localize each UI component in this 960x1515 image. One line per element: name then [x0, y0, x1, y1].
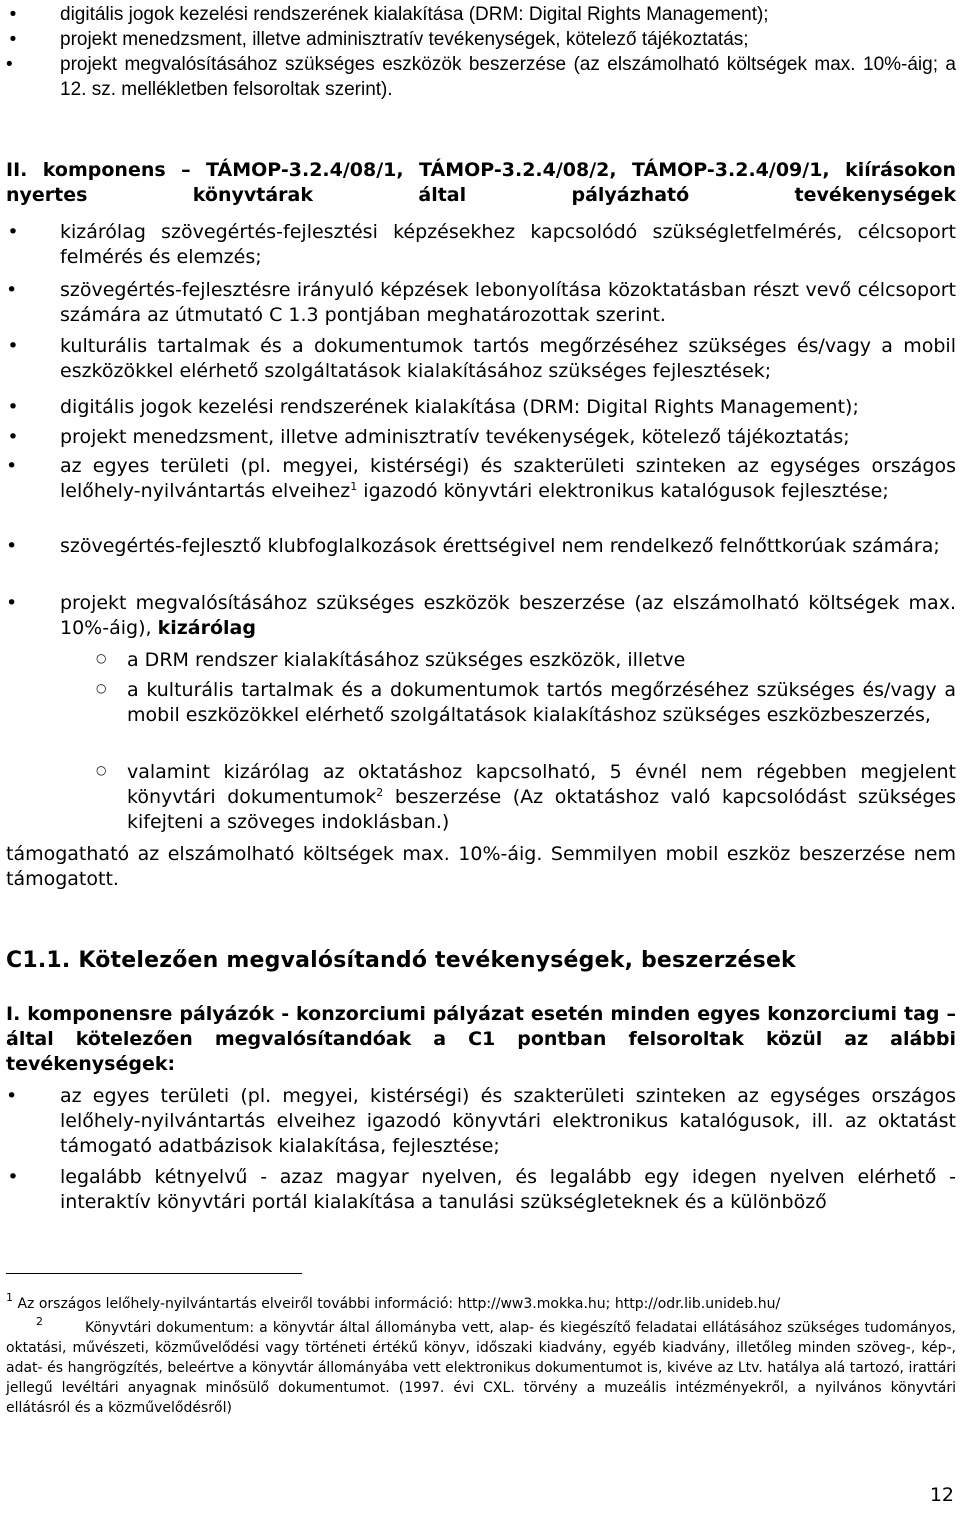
bullet-icon: • — [7, 221, 19, 243]
list-item: • szövegértés-fejlesztésre irányuló képzések lebonyolítása közoktatásban részt vevő célcsoport számára az útmutató C 1.3 pontjában meghatározottak szerint. — [6, 279, 956, 326]
top-bullet-list — [0, 2, 956, 102]
sub-list-item: ○ a DRM rendszer kialakításához szükséges eszközök, illetve — [0, 648, 956, 673]
bullet-icon: • — [6, 455, 18, 477]
circle-bullet-icon: ○ — [96, 763, 107, 777]
component-2-list — [0, 425, 956, 450]
footnote-1: $^1$ Az országos lelőhely-nyilvántartás elveiről további információ: http://ww3.mokka.hu; http://odr.lib.unideb.hu/ — [6, 1291, 781, 1312]
equipment-sub-list — [0, 678, 956, 728]
list-item: • digitális jogok kezelési rendszerének kialakítása (DRM: Digital Rights Management); — [0, 2, 956, 27]
bullet-icon: • — [9, 4, 17, 25]
list-item: • az egyes területi (pl. megyei, kistérségi) és szakterületi szinteken az egységes országos lelőhely-nyilvántartás elveihez igazodó könyvtári elektronikus katalógusok, ill. az oktatást támogató adatbázisok kialakítása, fejlesztése; — [6, 1085, 956, 1157]
equipment-sub-list — [0, 648, 956, 673]
section-heading: C1.1. Kötelezően megvalósítandó tevékenységek, beszerzések — [6, 948, 796, 973]
bullet-icon: • — [6, 54, 13, 75]
bullet-icon: • — [6, 535, 18, 557]
footnote-2: $^2$ Könyvtári dokumentum: a könyvtár által állományba vett, alap- és kiegészítő feladatai ellátásához szükséges tudományos, oktatási, művészeti, közművelődési vagy történeti értékű könyv, időszaki kiadvány, egyéb kiadvány, illetőleg minden szöveg-, kép-, adat- és hangrögzítés, beleértve a könyvtár állományába vett elektronikus dokumentumot is, kivéve az Ltv. hatálya alá tartozó, irattári jellegű levéltári anyagnak minősülő dokumentumot. (1997. évi CXL. törvény a muzeális intézményekről, a nyilvános könyvtári ellátásról és a közművelődésről) — [6, 1315, 956, 1416]
list-item: • kizárólag szövegértés-fejlesztési képzésekhez kapcsolódó szükségletfelmérés, célcsoport felmérés és elemzés; — [7, 221, 956, 268]
list-item: • szövegértés-fejlesztő klubfoglalkozások érettségivel nem rendelkező felnőttkorúak számára; — [6, 535, 940, 557]
footnote-ref-1[interactable]: 1 — [350, 480, 358, 493]
footnote-divider — [6, 1273, 302, 1274]
component-2-list — [0, 278, 956, 328]
list-item: • projekt megvalósításához szükséges eszközök beszerzése (az elszámolható költségek max. 10%-áig; a 12. sz. mellékletben felsoroltak szerint). — [6, 54, 956, 100]
sub-list-item: ○ valamint kizárólag az oktatáshoz kapcsolható, 5 évnél nem régebben megjelent könyvtári dokumentumok$^2$ beszerzése (Az oktatáshoz való kapcsolódást szükséges kifejteni a szöveges indoklásban.) — [0, 760, 956, 835]
list-item: • legalább kétnyelvű - azaz magyar nyelven, és legalább egy idegen nyelven elérhető - interaktív könyvtári portál kialakítása a tanulási szükségleteknek és a különböző — [7, 1166, 956, 1213]
section-list — [0, 1084, 956, 1159]
closing-paragraph: támogatható az elszámolható költségek max. 10%-áig. Semmilyen mobil eszköz beszerzése nem támogatott. — [6, 843, 956, 890]
component-2-list — [0, 395, 956, 420]
bullet-icon: • — [7, 396, 19, 418]
list-item: • projekt menedzsment, illetve adminisztratív tevékenységek, kötelező tájékoztatás; — [7, 426, 850, 448]
equipment-sub-list — [0, 760, 956, 835]
section-intro: I. komponensre pályázók - konzorciumi pályázat esetén minden egyes konzorciumi tag – által kötelezően megvalósítandóak a C1 pontban felsoroltak közül az alábbi tevékenységek: — [6, 1003, 956, 1075]
component-2-list — [0, 591, 956, 641]
list-item: • kulturális tartalmak és a dokumentumok tartós megőrzéséhez szükséges és/vagy a mobil eszközökkel elérhető szolgáltatások kialakításához szükséges fejlesztések; — [7, 335, 956, 382]
page-number: 12 — [929, 1484, 954, 1506]
footnote-ref-2[interactable]: 2 — [376, 786, 384, 799]
component-2-list — [0, 454, 956, 504]
bullet-icon: • — [6, 1085, 18, 1107]
component-2-list — [0, 334, 956, 384]
sub-list-item: ○ a kulturális tartalmak és a dokumentumok tartós megőrzéséhez szükséges és/vagy a mobil eszközökkel elérhető szolgáltatások kialakításhoz szükséges eszközbeszerzés, — [0, 678, 956, 728]
list-item: • projekt menedzsment, illetve adminisztratív tevékenységek, kötelező tájékoztatás; — [0, 27, 956, 52]
section-list — [0, 1165, 956, 1215]
bullet-icon: • — [6, 279, 18, 301]
circle-bullet-icon: ○ — [96, 681, 107, 695]
bullet-icon: • — [7, 426, 19, 448]
bullet-icon: • — [6, 592, 18, 614]
bullet-icon: • — [9, 29, 17, 50]
list-item: • digitális jogok kezelési rendszerének kialakítása (DRM: Digital Rights Management); — [7, 396, 859, 418]
circle-bullet-icon: ○ — [96, 651, 107, 665]
list-item: • az egyes területi (pl. megyei, kistérségi) és szakterületi szinteken az egységes országos lelőhely-nyilvántartás elveihez$^1$ igazodó könyvtári elektronikus katalógusok fejlesztése; — [6, 455, 956, 502]
component-2-heading: II. komponens – TÁMOP-3.2.4/08/1, TÁMOP-3.2.4/08/2, TÁMOP-3.2.4/09/1, kiírásokon nyertes könyvtárak által pályázható tevékenységek — [6, 159, 956, 206]
bullet-icon: • — [7, 335, 19, 357]
component-2-list — [0, 534, 956, 559]
bullet-icon: • — [7, 1166, 19, 1188]
component-2-list — [0, 220, 956, 270]
list-item: • projekt megvalósításához szükséges eszközök beszerzése (az elszámolható költségek max. 10%-áig), kizárólag — [6, 592, 956, 639]
